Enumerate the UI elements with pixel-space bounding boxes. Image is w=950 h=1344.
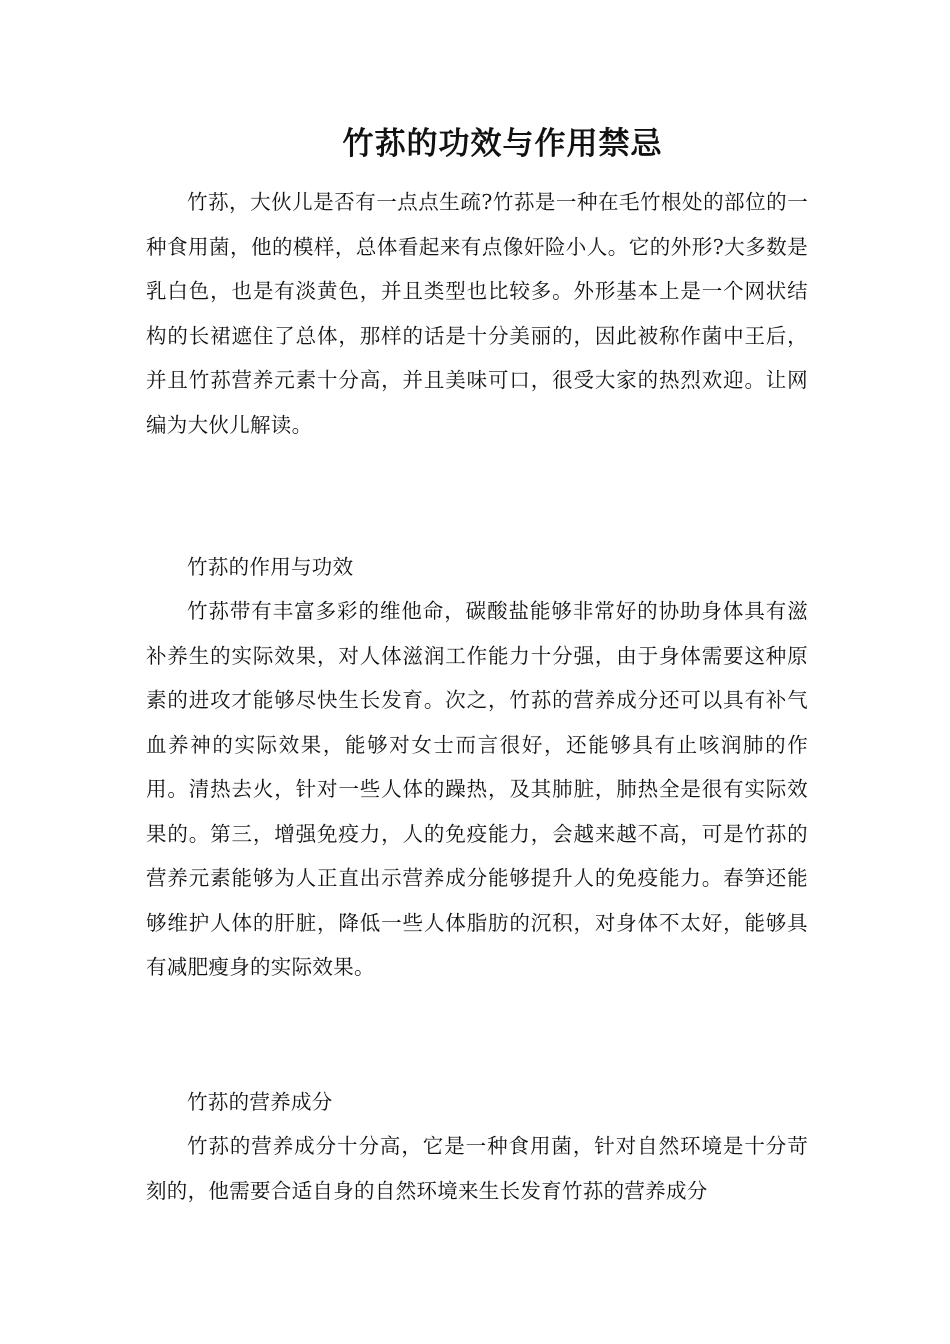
section-heading-nutrition: 竹荪的营养成分 [187, 1090, 333, 1114]
section-heading-effects: 竹荪的作用与功效 [187, 555, 354, 579]
effects-paragraph: 竹荪带有丰富多彩的维他命，碳酸盐能够非常好的协助身体具有滋补养生的实际效果，对人体滋润工作能力十分强，由于身体需要这种原素的进攻才能够尽快生长发育。次之，竹荪的营养成分还可以具有补气血养神的实际效果，能够对女士而言很好，还能够具有止咳润肺的作用。清热去火，针对一些人体的躁热，及其肺脏，肺热全是很有实际效果的。第三，增强免疫力，人的免疫能力，会越来越不高，可是竹荪的营养元素能够为人正直出示营养成分能够提升人的免疫能力。春笋还能够维护人体的肝脏，降低一些人体脂肪的沉积，对身体不太好，能够具有减肥瘦身的实际效果。 [146, 599, 808, 979]
document-title: 竹荪的功效与作用禁忌 [342, 126, 663, 162]
intro-paragraph: 竹荪，大伙儿是否有一点点生疏?竹荪是一种在毛竹根处的部位的一种食用菌，他的模样，总体看起来有点像奸险小人。它的外形?大多数是乳白色，也是有淡黄色，并且类型也比较多。外形基本上是一个网状结构的长裙遮住了总体，那样的话是十分美丽的，因此被称作菌中王后，并且竹荪营养元素十分高，并且美味可口，很受大家的热烈欢迎。让网编为大伙儿解读。 [146, 190, 808, 437]
nutrition-paragraph: 竹荪的营养成分十分高，它是一种食用菌，针对自然环境是十分苛刻的，他需要合适自身的自然环境来生长发育竹荪的营养成分 [146, 1134, 808, 1203]
